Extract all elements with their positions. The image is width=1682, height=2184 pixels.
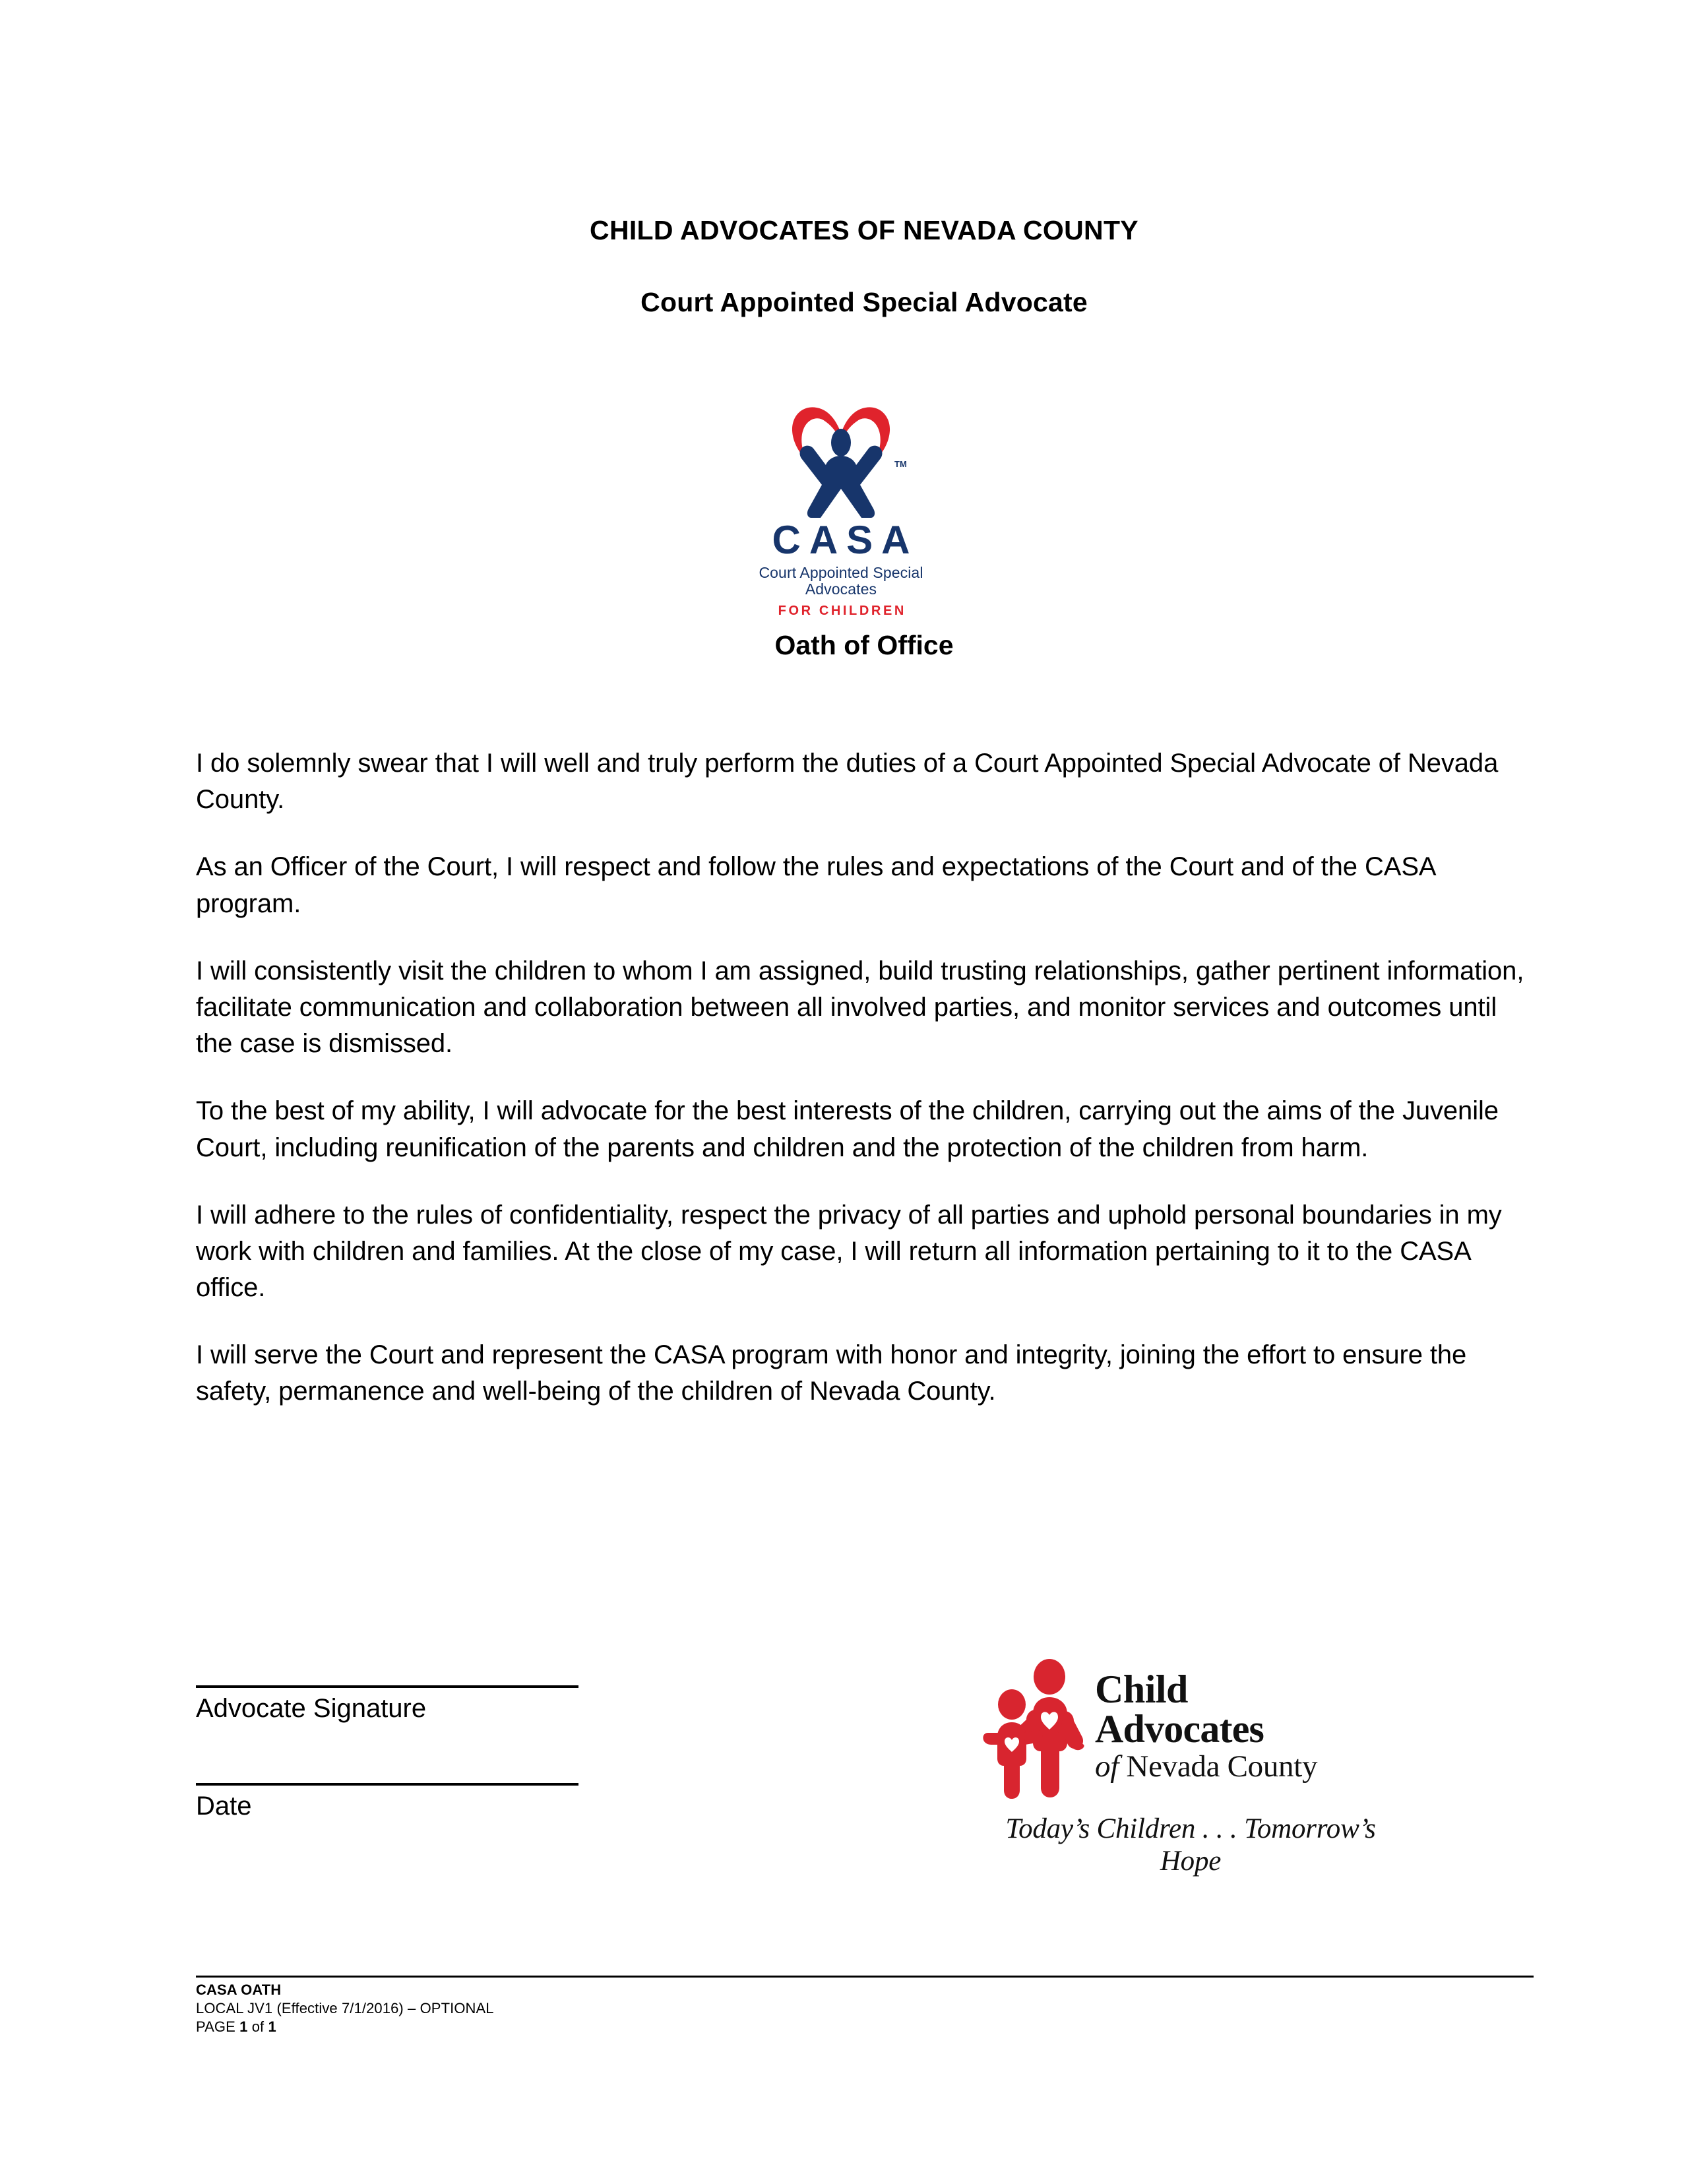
footer-page-of: of: [251, 2018, 265, 2035]
advocate-signature-line[interactable]: [196, 1685, 578, 1688]
casa-heart-child-icon: [765, 386, 917, 518]
casa-logo: [729, 386, 953, 617]
date-label: Date: [196, 1792, 252, 1821]
logo-line-advocates: Advocates: [1095, 1706, 1264, 1751]
oath-paragraph: I will consistently visit the children to whom I am assigned, build trusting relationships, gather pertinent information, facilitate communication and collaboration between all involved parties, and monitor services and outcomes until the case is dismissed.: [196, 956, 1524, 1059]
footer-text-block: [196, 1981, 1535, 2036]
footer-page-number: [196, 2018, 1535, 2036]
oath-paragraph: As an Officer of the Court, I will respect and follow the rules and expectations of the Court and of the CASA program.: [196, 852, 1435, 918]
casa-tagline: Court Appointed Special Advocates: [759, 564, 923, 598]
logo-line-child: Child: [1095, 1668, 1188, 1711]
child-advocates-tagline: Today’s Children . . . Tomorrow’s Hope: [1005, 1813, 1376, 1877]
footer-page-prefix: PAGE: [196, 2018, 235, 2035]
footer-divider: [196, 1976, 1534, 1978]
signature-spacer: [196, 1725, 790, 1783]
child-advocates-wordmark: [1087, 1656, 1398, 1784]
signature-block: [196, 1685, 790, 1823]
footer-form-name: CASA OATH: [196, 1981, 282, 1998]
page-title: CHILD ADVOCATES OF NEVADA COUNTY: [590, 215, 1138, 245]
footer-form-code: LOCAL JV1 (Effective 7/1/2016) – OPTIONAL: [196, 1999, 494, 2016]
casa-wordmark: CASA: [772, 518, 919, 562]
logo-of-word: of: [1095, 1749, 1119, 1784]
svg-text:TM: TM: [894, 459, 907, 469]
logo-line-county: [1095, 1749, 1398, 1784]
footer-page-total: 1: [268, 2018, 276, 2035]
two-figures-holding-hands-icon: [983, 1656, 1087, 1802]
date-line[interactable]: [196, 1783, 578, 1786]
child-advocates-logo: [983, 1656, 1398, 1877]
footer-page-current: 1: [239, 2018, 248, 2035]
advocate-signature-label: Advocate Signature: [196, 1694, 427, 1723]
oath-paragraph: I will adhere to the rules of confidentiality, respect the privacy of all parties and uphold personal boundaries in my work with children and families. At the close of my case, I will return all information pertaining to it to the CASA office.: [196, 1200, 1502, 1303]
child-advocates-logo-top: [983, 1656, 1398, 1802]
logo-nevada-county: Nevada County: [1126, 1749, 1318, 1784]
oath-heading: Oath of Office: [774, 630, 954, 660]
casa-for-children: FOR CHILDREN: [778, 603, 906, 618]
oath-paragraph: I do solemnly swear that I will well and truly perform the duties of a Court Appointed Special Advocate of Nevada County.: [196, 749, 1499, 815]
oath-paragraph: To the best of my ability, I will advocate for the best interests of the children, carrying out the aims of the Juvenile Court, including reunification of the parents and children and the protection of the children from harm.: [196, 1096, 1499, 1162]
oath-paragraph: I will serve the Court and represent the CASA program with honor and integrity, joining the effort to ensure the safety, permanence and well-being of the children of Nevada County.: [196, 1340, 1467, 1406]
title-block: [195, 214, 1534, 319]
oath-body: [196, 745, 1535, 1410]
page-subtitle: Court Appointed Special Advocate: [640, 287, 1088, 318]
footer: [196, 1976, 1535, 2036]
